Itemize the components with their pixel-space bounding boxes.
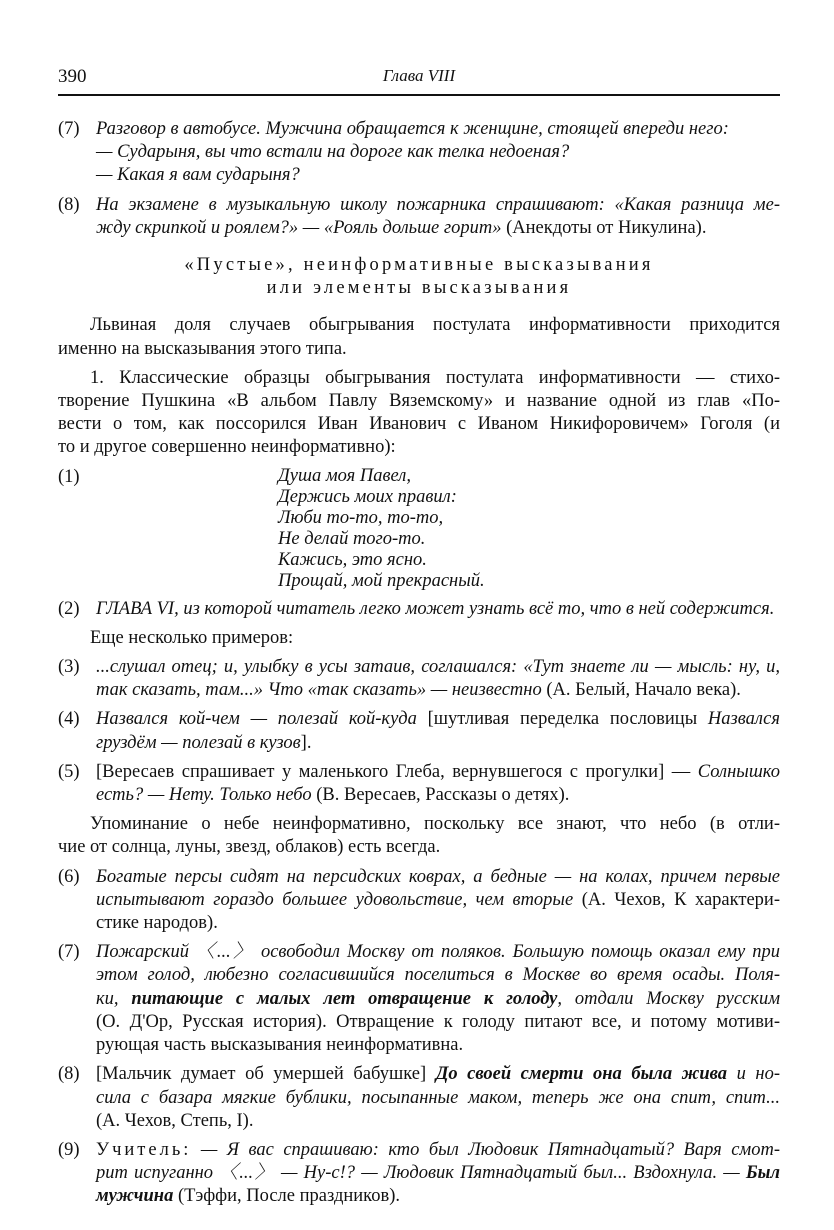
text-line (96, 1034, 780, 1057)
text-run: и но- (727, 1064, 780, 1085)
text-run: Назвался кой-чем — полезай кой-куда (96, 709, 417, 730)
text-run: До своей смерти она была жива (435, 1064, 728, 1085)
text-line (96, 912, 780, 935)
example-number: (1) (58, 466, 80, 487)
text-line (58, 836, 780, 859)
running-header (58, 66, 780, 94)
text-line (58, 813, 780, 836)
text-run: Пожарский 〈...〉 освободил Москву от поляков. Большую помощь оказал ему при (96, 942, 780, 963)
text-line (96, 217, 780, 240)
text-run: , отдали Москву русским (557, 988, 781, 1009)
page-body (58, 118, 780, 1215)
text-run: ГЛАВА VI, из которой читатель легко может узнать всё то, что в ней содержится. (96, 598, 775, 619)
text-line (96, 866, 780, 889)
text-line (96, 1185, 780, 1208)
paragraph (58, 314, 780, 360)
paragraph (58, 627, 780, 650)
text-run: Люби то-то, то-то, (278, 507, 444, 528)
text-run: (Анекдоты от Никулина). (501, 217, 707, 238)
text-line (96, 141, 780, 164)
text-run: — Я вас спрашиваю: кто был Людовик Пятнадцатый? Варя смот- (191, 1139, 780, 1160)
text-line (58, 338, 780, 361)
text-line (58, 571, 780, 592)
text-run: вести о том, как поссорился Иван Иванович с Иваном Никифоровичем» Гоголя (и (58, 414, 780, 435)
example-item (58, 598, 780, 621)
text-run: стике народов). (96, 913, 218, 934)
text-run: Разговор в автобусе. Мужчина обращается к женщине, стоящей впереди него: (96, 119, 729, 139)
example-item (58, 194, 780, 240)
text-run: [Вересаев спрашивает у маленького Глеба, вернувшегося с прогулки] — (96, 761, 698, 782)
text-run: груздём — полезай в кузов (96, 732, 301, 753)
text-run: ]. (300, 732, 312, 753)
text-line (58, 413, 780, 436)
header-rule (58, 94, 780, 96)
text-run: так сказать, там...» Что «так сказать» — неизвестно (96, 680, 542, 701)
text-line (96, 784, 780, 807)
text-line (96, 1011, 780, 1034)
text-run: творение Пушкина «В альбом Павлу Вяземскому» и название одной из глав «По- (58, 391, 780, 412)
text-line (58, 390, 780, 413)
text-line (58, 436, 780, 459)
text-run: (Тэффи, После праздников). (173, 1186, 400, 1207)
example-number: (6) (58, 866, 80, 887)
text-line (96, 988, 780, 1011)
text-run: то и другое совершенно неинформативно): (58, 437, 396, 458)
text-run: ки, (96, 988, 132, 1009)
text-line (96, 941, 780, 964)
text-line (96, 1063, 780, 1086)
text-run: «Пустые», неинформативные высказывания (184, 255, 654, 276)
text-line (58, 550, 780, 571)
text-run: (А. Чехов, К характери- (573, 889, 780, 910)
text-line (96, 656, 780, 679)
text-run: (А. Чехов, Степь, I). (96, 1110, 254, 1131)
example-number: (3) (58, 657, 80, 678)
example-item (58, 656, 780, 702)
text-line (58, 277, 780, 300)
poem-example (58, 466, 780, 592)
example-item (58, 941, 780, 1057)
text-run: сила с базара мягкие бублики, посыпанные маком, теперь же она спит, спит... (96, 1087, 780, 1108)
text-run: — Сударыня, вы что встали на дороге как телка недоеная? (96, 142, 570, 163)
example-number: (5) (58, 761, 80, 782)
text-line (96, 679, 780, 702)
text-run: (О. Д'Ор, Русская история). Отвращение к голоду питают все, и потому мотиви- (96, 1011, 780, 1032)
text-run: ...слушал отец; и, улыбку в усы затаив, соглашался: «Тут знаете ли — мысль: ну, и, (96, 657, 780, 678)
text-line (96, 889, 780, 912)
text-run: Богатые персы сидят на персидских коврах, а бедные — на колах, причем первые (96, 866, 780, 887)
example-number: (8) (58, 194, 80, 215)
text-line (58, 314, 780, 337)
text-run: Прощай, мой прекрасный. (278, 570, 485, 591)
text-line (58, 466, 780, 487)
text-line (96, 118, 780, 141)
text-run: жду скрипкой и роялем?» — «Рояль дольше горит» (96, 217, 502, 238)
paragraph (58, 813, 780, 859)
example-item (58, 761, 780, 807)
text-line (58, 627, 780, 650)
text-run: именно на высказывания этого типа. (58, 338, 347, 359)
text-line (96, 1087, 780, 1110)
text-run: Держись моих правил: (278, 486, 457, 507)
example-number: (4) (58, 709, 80, 730)
example-number: (8) (58, 1064, 80, 1085)
text-run: Солнышко (697, 761, 780, 782)
example-item (58, 1139, 780, 1209)
text-run: (В. Вересаев, Рассказы о детях). (311, 785, 570, 806)
text-line (96, 732, 780, 755)
text-line (96, 761, 780, 784)
example-number: (7) (58, 119, 80, 139)
example-item (58, 118, 780, 188)
example-item (58, 708, 780, 754)
text-run: Кажись, это ясно. (278, 549, 427, 570)
text-run: (А. Белый, Начало века). (541, 680, 741, 701)
paragraph (58, 367, 780, 460)
example-number: (2) (58, 598, 80, 619)
text-run: — Какая я вам сударыня? (96, 165, 300, 186)
text-run: есть? — Нету. Только небо (96, 785, 312, 806)
text-run: Учитель: (96, 1139, 192, 1160)
text-run: [шутливая переделка пословицы (416, 709, 708, 730)
text-run: На экзамене в музыкальную школу пожарника спрашивают: «Какая разница ме- (96, 194, 780, 215)
text-line (58, 529, 780, 550)
text-run: Был (745, 1163, 780, 1184)
text-line (96, 964, 780, 987)
text-line (96, 1162, 780, 1185)
running-title: Глава VIII (382, 66, 456, 85)
page-number: 390 (58, 66, 87, 87)
text-run: Душа моя Павел, (278, 465, 411, 486)
text-line (96, 1139, 780, 1162)
text-run: 1. Классические образцы обыгрывания постулата информативности — стихо- (90, 367, 780, 388)
example-number: (7) (58, 942, 80, 963)
text-line (96, 708, 780, 731)
text-run: Упоминание о небе неинформативно, поскольку все знают, что небо (в отли- (90, 814, 780, 835)
text-line (58, 487, 780, 508)
text-line (96, 194, 780, 217)
text-run: питающие с малых лет отвращение к голоду (131, 988, 558, 1009)
text-line (58, 508, 780, 529)
text-run: чие от солнца, луны, звезд, облаков) есть всегда. (58, 837, 441, 858)
text-line (58, 254, 780, 277)
text-run: этом голод, любезно согласившийся поселиться в Москве во время осады. Поля- (96, 965, 780, 986)
text-run: рит испуганно 〈...〉 — Ну-с!? — Людовик Пятнадцатый был... Вздохнула. — (96, 1163, 746, 1184)
example-number: (9) (58, 1139, 80, 1160)
text-run: испытывают гораздо большее удовольствие, чем вторые (96, 889, 574, 910)
text-run: [Мальчик думает об умершей бабушке] (96, 1064, 436, 1085)
text-run: или элементы высказывания (266, 278, 572, 299)
text-line (58, 367, 780, 390)
text-run: Не делай того-то. (278, 528, 426, 549)
text-line (96, 164, 780, 187)
text-line (96, 1110, 780, 1133)
text-run: рующая часть высказывания неинформативна. (96, 1035, 464, 1056)
example-item (58, 1063, 780, 1133)
section-heading (58, 254, 780, 300)
example-item (58, 866, 780, 936)
text-run: Львиная доля случаев обыгрывания постулата информативности приходится (90, 315, 780, 336)
text-run: Еще несколько примеров: (90, 627, 294, 648)
text-run: мужчина (96, 1186, 174, 1207)
text-line (96, 598, 780, 621)
text-run: Назвался (707, 709, 780, 730)
